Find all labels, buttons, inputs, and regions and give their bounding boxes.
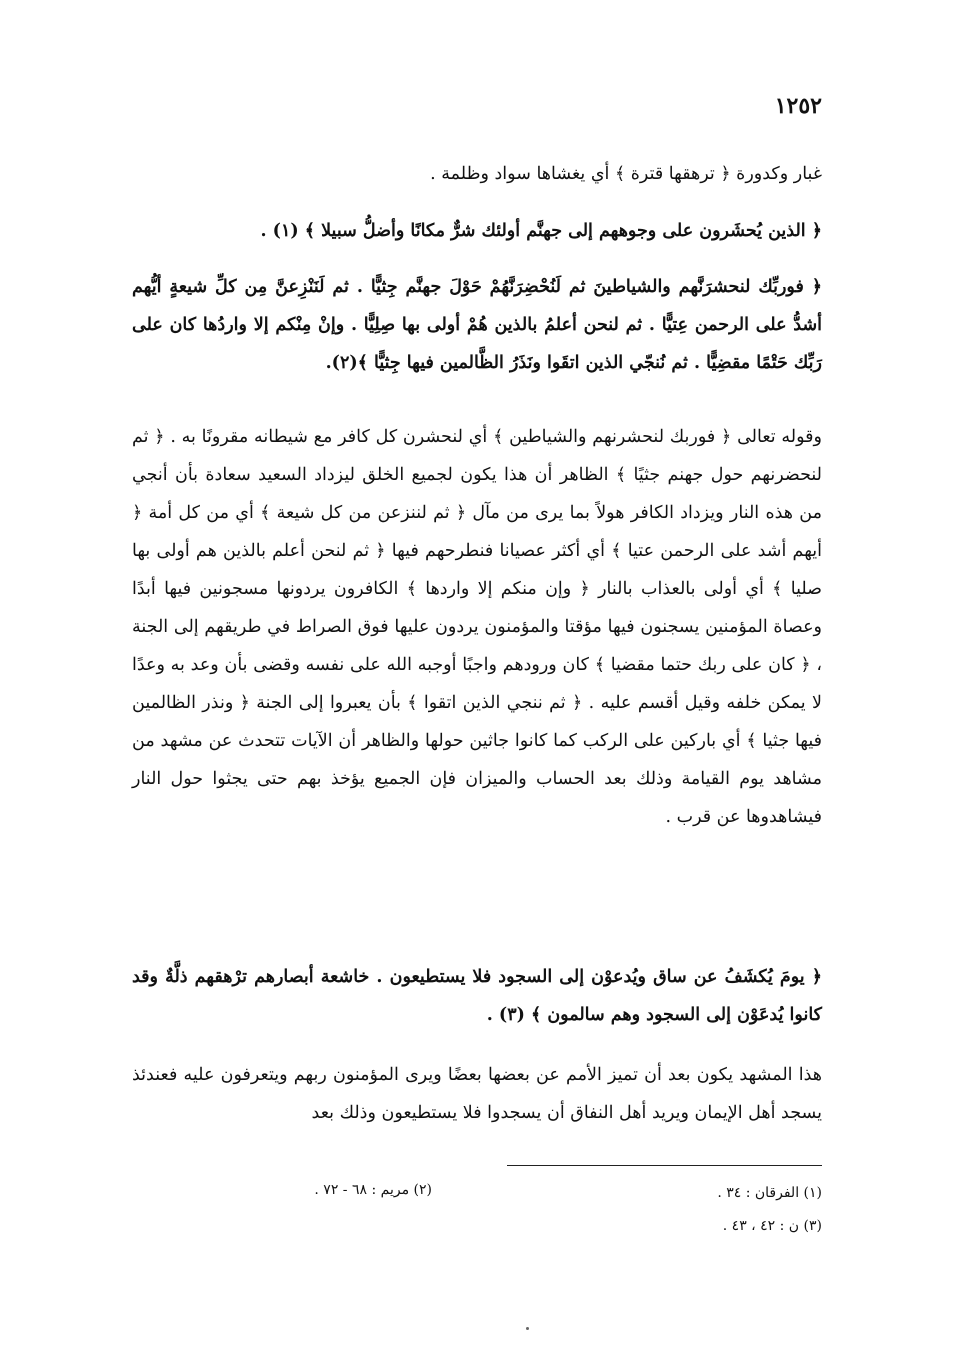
quran-verse-maryam: ﴿ فوربِّك لنحشرَنَّهم والشياطينَ ثم لَنُحْضِرَنَّهُمْ حَوْلَ جهنَّم جِثيًّا . ثم لَنَنْزِعنَّ مِن كلِّ شيعةٍ أيُّهم أشدُّ على الرحمن عِتيًّا . ثم لنحن أعلمُ بالذين هُمْ أولى بها صِلِيًّا . وإنْ مِنْكم إلا واردُها كان على رَبِّك حَتْمًا مقضِيًّا . ثم نُنجّي الذين اتقَوا ونَذَرُ الظَّالمين فيها جِثيًّا ﴾(٢). (132, 277, 822, 373)
quran-verse-qalam: ﴿ يومَ يُكشَفُ عن ساق ويُدعوْن إلى السجود فلا يستطيعون . خاشعة أبصارهم ترْهقهم ذلَّةٌ وقد كانوا يُدعَوْن إلى السجود وهم سالمون ﴾ (٣) . (132, 967, 822, 1025)
page-number: ١٢٥٢ (774, 93, 822, 119)
footnote-divider (507, 1165, 822, 1166)
paragraph-closing: هذا المشهد يكون بعد أن تميز الأمم عن بعضها بعضًا ويرى المؤمنون ربهم ويتعرفون عليه فعندئذ يسجد أهل الإيمان ويريد أهل النفاق أن يسجدوا فلا يستطيعون وذلك بعد (132, 1065, 822, 1123)
footnote-3: (٣) ن : ٤٢ ، ٤٣ . (722, 1218, 822, 1234)
paragraph-commentary: وقوله تعالى ﴿ فوربك لنحشرنهم والشياطين ﴾ أي لنحشرن كل كافر مع شيطانه مقرونًا به . ﴿ ثم لنحضرنهم حول جهنم جثيًا ﴾ الظاهر أن هذا يكون لجميع الخلق ليزداد السعيد سعادة بأن أنجي من هذه النار ويزداد الكافر هولاً بما يرى من مآل ﴿ ثم لننزعن من كل شيعة ﴾ أي من كل أمة ﴿ أيهم أشد على الرحمن عتيا ﴾ أي أكثر عصيانا فنطرحهم فيها ﴿ ثم لنحن أعلم بالذين هم أولى بها صليا ﴾ أي أولى بالعذاب بالنار ﴿ وإن منكم إلا واردها ﴾ الكافرون يردونها مسجونين فيها أبدًا وعصاة المؤمنين يسجنون فيها مؤقتا والمؤمنون يردون عليها فوق الصراط في طريقهم إلى الجنة ، ﴿ كان على ربك حتما مقضيا ﴾ كان ورودهم واجبًا أوجبه الله على نفسه وقضى بأن وعد به وعدًا لا يمكن خلفه وقيل أقسم عليه . ﴿ ثم ننجي الذين اتقوا ﴾ بأن يعبروا إلى الجنة ﴿ ونذر الظالمين فيها جثيا ﴾ أي باركين على الركب كما كانوا جاثين حولها والظاهر أن الآيات تتحدث عن مشهد من مشاهد يوم القيامة وذلك بعد الحساب والميزان فإن الجميع يؤخذ بهم حتى يجثوا حول النار فيشاهدوها عن قرب . (132, 427, 822, 827)
footnote-2: (٢) مريم : ٦٨ - ٧٢ . (314, 1182, 432, 1198)
footnote-1: (١) الفرقان : ٣٤ . (717, 1185, 822, 1201)
paragraph-intro: غبار وكدورة ﴿ ترهقها قترة ﴾ أي يغشاها سواد وظلمة . (430, 164, 822, 184)
scan-mark (526, 1327, 529, 1330)
quran-verse-furqan: ﴿ الذين يُحشَرون على وجوههم إلى جهنَّم أولئك شرٌّ مكانًا وأضلُّ سبيلا ﴾ (١) . (260, 221, 822, 241)
